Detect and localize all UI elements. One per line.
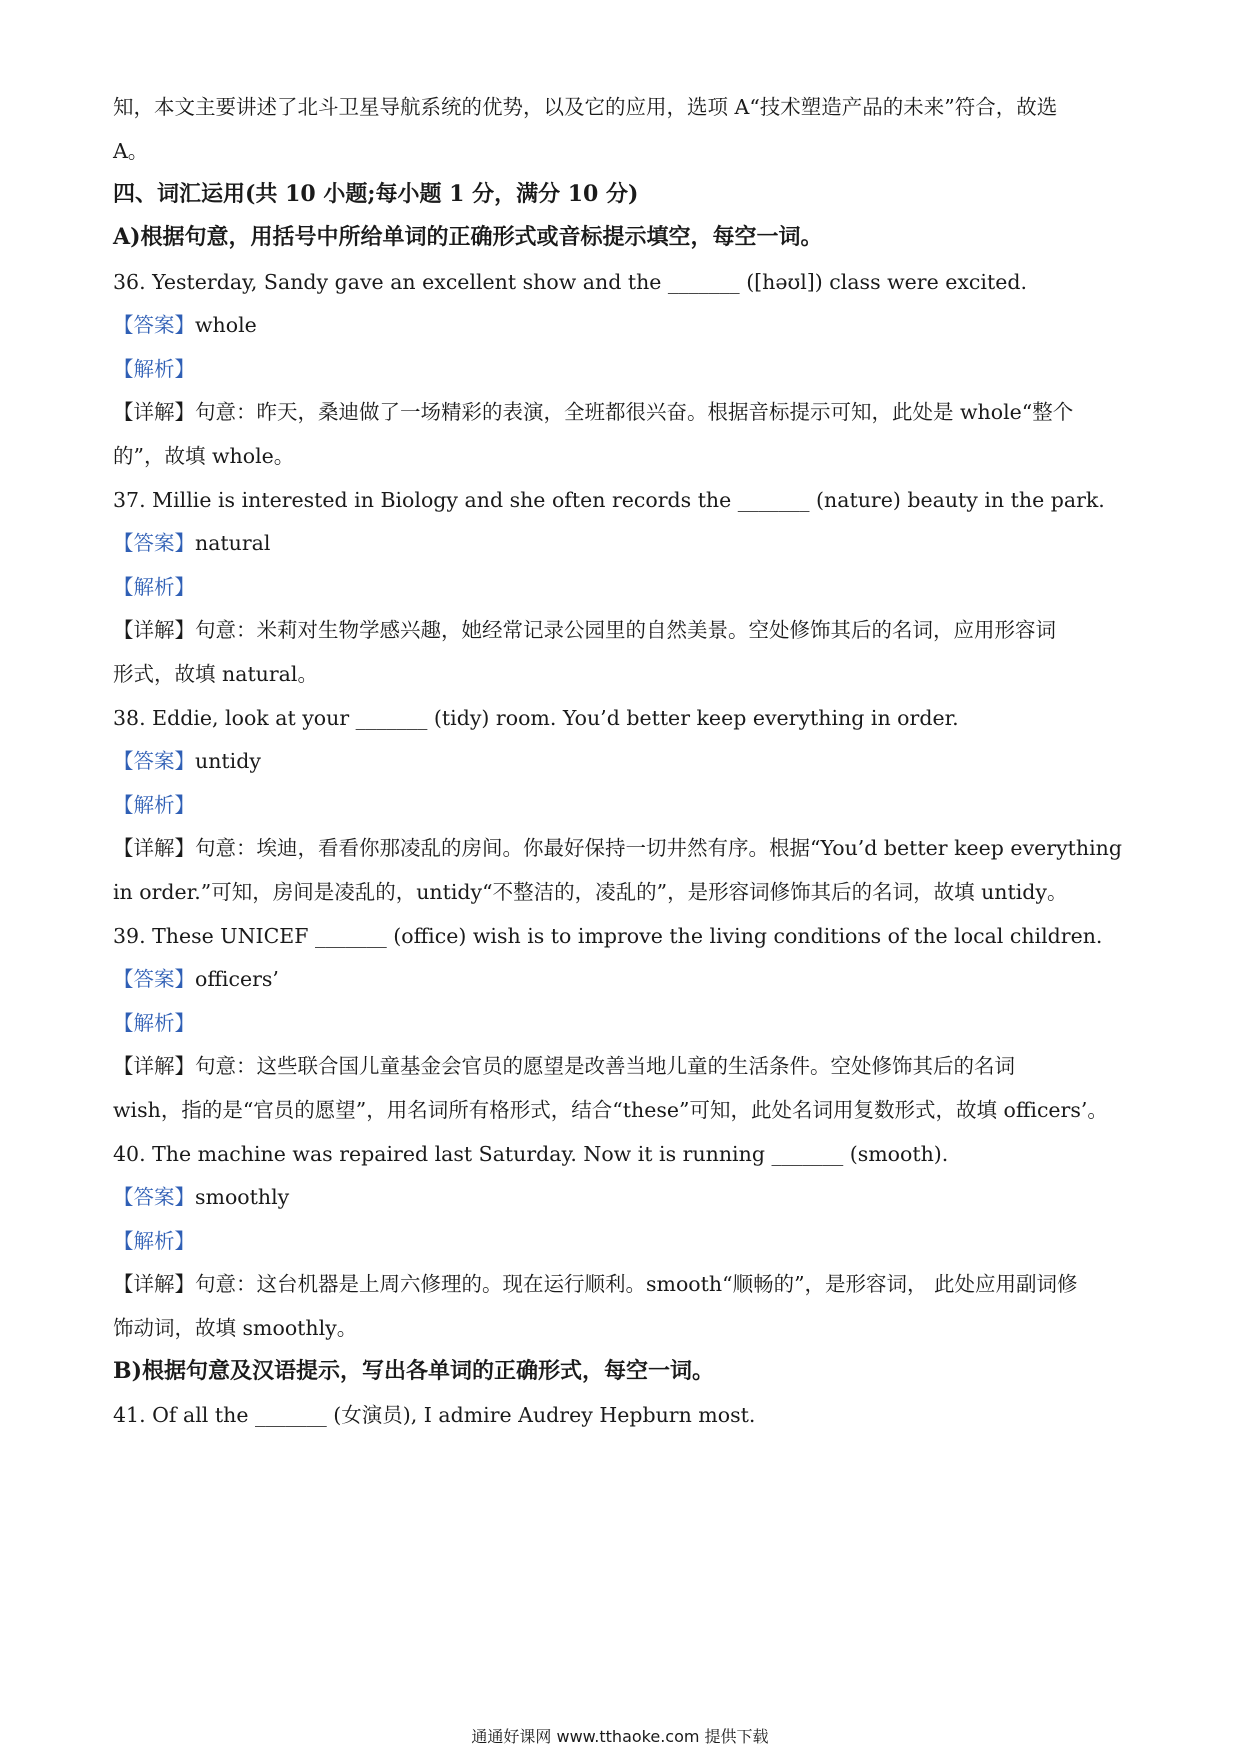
question-41: 41. Of all the _______ (女演员), I admire Audrey Hepburn most. [113, 1403, 756, 1427]
detail-38-line-1 [113, 834, 1133, 862]
answer-label: 【答案】 [113, 531, 195, 555]
answer-38 [113, 747, 1133, 775]
analysis-37 [113, 573, 1133, 601]
section-title: 四、词汇运用(共 10 小题;每小题 1 分，满分 10 分) [113, 181, 639, 207]
intro-line-2: A。 [113, 139, 149, 163]
detail-label: 【详解】 [113, 618, 195, 642]
answer-39 [113, 965, 1133, 993]
answer-text: untidy [195, 749, 261, 773]
answer-40 [113, 1183, 1133, 1211]
intro-line-1: 知，本文主要讲述了北斗卫星导航系统的优势，以及它的应用，选项 A“技术塑造产品的未来”符合，故选 [113, 95, 1058, 119]
analysis-label: 【解析】 [113, 357, 195, 381]
analysis-label: 【解析】 [113, 793, 195, 817]
detail-text: 句意：米莉对生物学感兴趣，她经常记录公园里的自然美景。空处修饰其后的名词，应用形容词 [195, 618, 1056, 642]
answer-text: officers’ [195, 967, 279, 991]
detail-39-line-2: wish，指的是“官员的愿望”，用名词所有格形式，结合“these”可知，此处名词用复数形式，故填 officers’。 [113, 1098, 1108, 1122]
question-40: 40. The machine was repaired last Saturday. Now it is running _______ (smooth). [113, 1142, 949, 1166]
detail-39-line-1 [113, 1052, 1133, 1080]
answer-text: natural [195, 531, 271, 555]
question-39: 39. These UNICEF _______ (office) wish is to improve the living conditions of the local children. [113, 924, 1103, 948]
part-b-heading: B)根据句意及汉语提示，写出各单词的正确形式，每空一词。 [113, 1358, 715, 1384]
detail-text: 句意：埃迪，看看你那凌乱的房间。你最好保持一切井然有序。根据“You’d better keep everything [195, 836, 1122, 860]
analysis-label: 【解析】 [113, 1229, 195, 1253]
question-38: 38. Eddie, look at your _______ (tidy) room. You’d better keep everything in order. [113, 706, 959, 730]
answer-37 [113, 529, 1133, 557]
detail-label: 【详解】 [113, 1054, 195, 1078]
detail-40-line-1 [113, 1270, 1133, 1298]
detail-38-line-2: in order.”可知，房间是凌乱的，untidy“不整洁的，凌乱的”，是形容词修饰其后的名词，故填 untidy。 [113, 880, 1068, 904]
answer-label: 【答案】 [113, 313, 195, 337]
answer-text: whole [195, 313, 257, 337]
detail-text: 句意：昨天，桑迪做了一场精彩的表演，全班都很兴奋。根据音标提示可知，此处是 whole“整个 [195, 400, 1074, 424]
detail-36-line-2: 的”，故填 whole。 [113, 444, 295, 468]
detail-text: 句意：这些联合国儿童基金会官员的愿望是改善当地儿童的生活条件。空处修饰其后的名词 [195, 1054, 1015, 1078]
detail-40-line-2: 饰动词，故填 smoothly。 [113, 1316, 358, 1340]
detail-37-line-2: 形式，故填 natural。 [113, 662, 318, 686]
page-footer: 通通好课网 www.tthaoke.com 提供下载 [471, 1727, 769, 1746]
analysis-40 [113, 1227, 1133, 1255]
answer-label: 【答案】 [113, 1185, 195, 1209]
detail-36-line-1 [113, 398, 1133, 426]
question-37: 37. Millie is interested in Biology and she often records the _______ (nature) beauty in the park. [113, 488, 1105, 512]
detail-label: 【详解】 [113, 836, 195, 860]
analysis-label: 【解析】 [113, 575, 195, 599]
detail-text: 句意：这台机器是上周六修理的。现在运行顺利。smooth“顺畅的”，是形容词， 此处应用副词修 [195, 1272, 1078, 1296]
detail-label: 【详解】 [113, 1272, 195, 1296]
part-a-heading: A)根据句意，用括号中所给单词的正确形式或音标提示填空，每空一词。 [113, 224, 823, 250]
analysis-label: 【解析】 [113, 1011, 195, 1035]
analysis-39 [113, 1009, 1133, 1037]
analysis-36 [113, 355, 1133, 383]
analysis-38 [113, 791, 1133, 819]
answer-36 [113, 311, 1133, 339]
detail-label: 【详解】 [113, 400, 195, 424]
answer-label: 【答案】 [113, 967, 195, 991]
answer-text: smoothly [195, 1185, 290, 1209]
answer-label: 【答案】 [113, 749, 195, 773]
question-36: 36. Yesterday, Sandy gave an excellent show and the _______ ([həʊl]) class were excited. [113, 270, 1027, 294]
detail-37-line-1 [113, 616, 1133, 644]
